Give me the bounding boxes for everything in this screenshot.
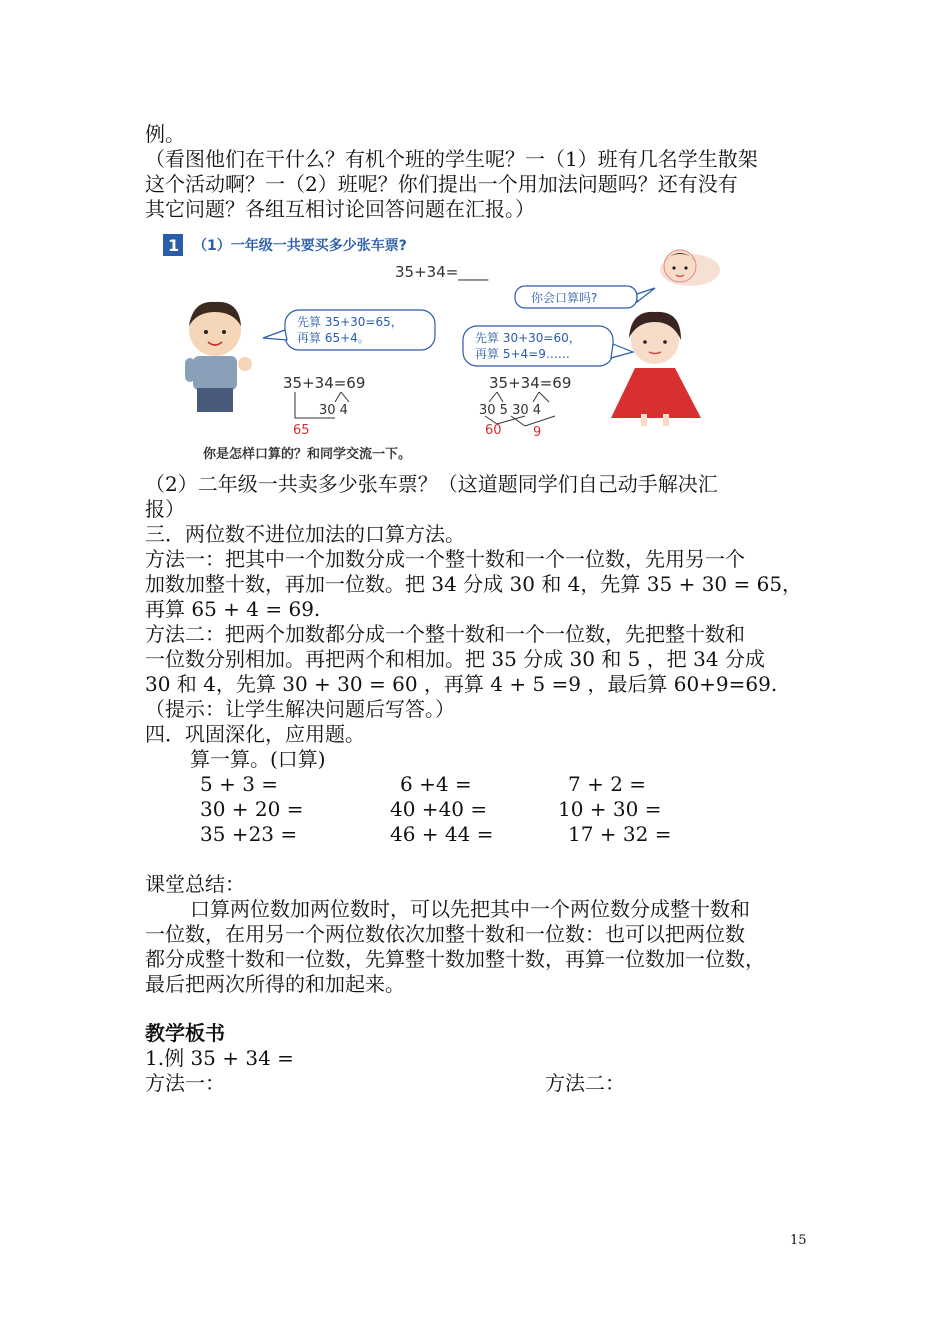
summary-line: 口算两位数加两位数时，可以先把其中一个两位数分成整十数和: [190, 897, 750, 921]
boy-bubble-line: 先算 35+30=65，: [297, 315, 403, 329]
body-line: 一位数分别相加。再把两个和相加。把 35 分成 30 和 5 ，把 34 分成: [145, 647, 765, 671]
intro-line: （看图他们在干什么？有机个班的学生呢？一（1）班有几名学生散架: [145, 147, 758, 171]
body-line: 方法一：把其中一个加数分成一个整十数和一个一位数，先用另一个: [145, 547, 745, 571]
body-line: 加数加整十数，再加一位数。把 34 分成 30 和 4，先算 35 + 30 = 65，: [145, 572, 803, 596]
section-heading-practice: 四．巩固深化，应用题。: [145, 722, 365, 746]
girl-partial-tens: 60: [485, 423, 502, 438]
practice-title: 算一算。(口算): [190, 747, 326, 771]
summary-line: 一位数，在用另一个两位数依次加整十数和一位数：也可以把两位数: [145, 922, 745, 946]
summary-line: 最后把两次所得的和加起来。: [145, 972, 405, 996]
girl-bubble-line: 先算 30+30=60，: [475, 331, 581, 345]
summary-line: 都分成整十数和一位数，先算整十数加整十数，再算一位数加一位数，: [145, 947, 765, 971]
practice-item: 6 +4 =: [400, 772, 472, 796]
board-title: 教学板书: [145, 1021, 225, 1045]
body-line: （提示：让学生解决问题后写答。）: [145, 697, 455, 721]
practice-item: 40 +40 =: [390, 797, 488, 821]
illustration-question: （1）一年级一共要买多少张车票?: [193, 238, 407, 254]
intro-line: 例。: [145, 122, 185, 146]
board-method-one: 方法一：: [145, 1071, 225, 1095]
angel-girl-figure: [660, 250, 720, 286]
girl-split: 30 5 30 4: [479, 403, 542, 418]
board-example: 1.例 35 + 34 =: [145, 1046, 294, 1070]
intro-paragraph: [145, 122, 810, 222]
section-heading-method: 三．两位数不进位加法的口算方法。: [145, 522, 465, 546]
boy-split: 30 4: [319, 403, 348, 418]
body-line: （2）二年级一共卖多少张车票？（这道题同学们自己动手解决汇: [145, 472, 718, 496]
board-method-two: 方法二：: [545, 1071, 625, 1095]
practice-item: 7 + 2 =: [568, 772, 647, 796]
textbook-illustration: [145, 228, 725, 463]
boy-figure: [185, 302, 252, 412]
problem-number: 1: [168, 236, 180, 255]
body-line: 方法二：把两个加数都分成一个整十数和一个一位数，先把整十数和: [145, 622, 745, 646]
body-line: 30 和 4，先算 30 + 30 = 60 ，再算 4 + 5 =9 ，最后算 60+9=69.: [145, 672, 778, 696]
practice-item: 17 + 32 =: [568, 822, 672, 846]
body-section: [145, 472, 810, 747]
practice-item: 5 + 3 =: [200, 772, 279, 796]
practice-item: 35 +23 =: [200, 822, 298, 846]
page-number: 15: [790, 1233, 807, 1248]
girl-partial-ones: 9: [533, 425, 542, 440]
speech-top-text: 你会口算吗?: [531, 291, 598, 305]
intro-line: 其它问题？各组互相讨论回答问题在汇报。）: [145, 197, 535, 221]
boy-thought-bubble: [263, 310, 435, 350]
summary-title: 课堂总结：: [145, 872, 245, 896]
intro-line: 这个活动啊？一（2）班呢？你们提出一个用加法问题吗？还有没有: [145, 172, 738, 196]
summary-section: [145, 872, 810, 997]
practice-item: 30 + 20 =: [200, 797, 304, 821]
boy-partial-sum: 65: [293, 423, 310, 438]
girl-figure: [611, 312, 701, 426]
illustration-footer-prompt: 你是怎样口算的？和同学交流一下。: [203, 447, 412, 462]
practice-item: 46 + 44 =: [390, 822, 494, 846]
illustration-equation-blank: 35+34=____: [395, 263, 489, 281]
body-line: 再算 65 + 4 = 69.: [145, 597, 321, 621]
speech-bubble-top: [515, 286, 655, 308]
girl-bubble-line: 再算 5+4=9……: [475, 347, 570, 361]
girl-equation: 35+34=69: [489, 374, 572, 392]
body-line: 报）: [145, 497, 185, 521]
boy-equation: 35+34=69: [283, 374, 366, 392]
boy-bubble-line: 再算 65+4。: [297, 331, 370, 345]
girl-thought-bubble: [463, 326, 633, 366]
practice-item: 10 + 30 =: [558, 797, 662, 821]
